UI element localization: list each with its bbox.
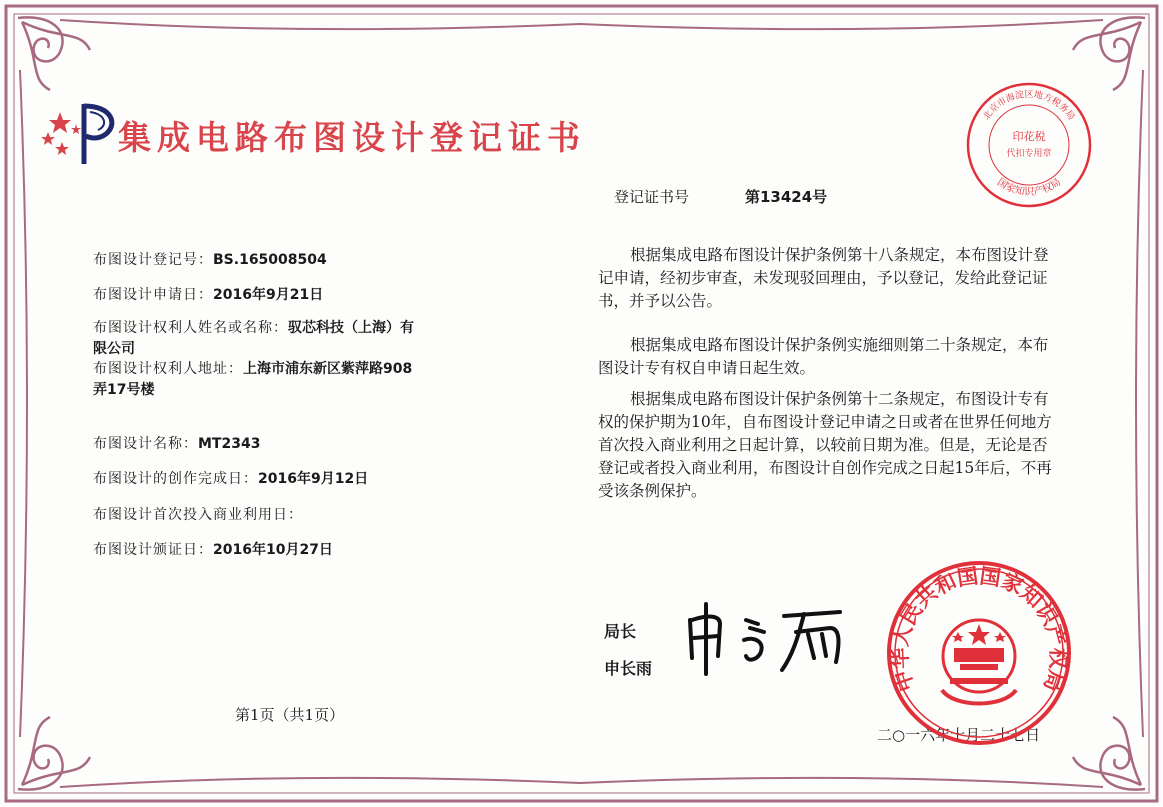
- official-seal-icon: [884, 558, 1074, 748]
- field-application-date: 布图设计申请日：2016年9月21日: [93, 287, 324, 303]
- handwritten-signature: [680, 598, 860, 678]
- field-first-commercial-use-date: 布图设计首次投入商业利用日：: [93, 507, 303, 523]
- cnipa-logo-icon: [40, 98, 120, 168]
- field-issue-date: 布图设计颁证日：2016年10月27日: [93, 542, 333, 558]
- field-design-name: 布图设计名称：MT2343: [93, 436, 261, 452]
- field-creation-date: 布图设计的创作完成日：2016年9月12日: [93, 471, 369, 487]
- certificate-title: 集成电路布图设计登记证书: [118, 118, 586, 157]
- field-rights-holder: 布图设计权利人姓名或名称：驭芯科技（上海）有 限公司: [93, 320, 414, 357]
- director-name: 申长雨: [604, 659, 653, 678]
- seal-inner-text: 代扣专用章: [1006, 149, 1052, 159]
- seal-text: 中华人民共和国国家知识产权局: [887, 563, 1071, 695]
- field-registration-number: 布图设计登记号：BS.165008504: [93, 252, 327, 268]
- certificate-number-label: 登记证书号: [614, 188, 690, 206]
- director-title: 局长: [604, 622, 637, 641]
- issue-date-chinese: 二○一六年十月二十七日: [877, 726, 1041, 744]
- stamp-duty-seal-icon: [964, 80, 1094, 210]
- legal-paragraph-3: 根据集成电路布图设计保护条例第十二条规定，布图设计专有权的保护期为10年，自布图设计登记申请之日或者在世界任何地方首次投入商业利用之日起计算，以较前日期为准。但是，无论是否登记或者投入商业利用，布图设计自创作完成之日起15年后，不再受该条例保护。: [598, 390, 1052, 500]
- certificate-number: 第13424号: [745, 188, 828, 206]
- seal-bottom-text: 国家知识产权局: [994, 176, 1064, 198]
- legal-paragraph-2: 根据集成电路布图设计保护条例实施细则第二十条规定，本布图设计专有权自申请日起生效。: [598, 336, 1049, 377]
- svg-text:国家知识产权局: [995, 176, 1063, 198]
- page-number: 第1页（共1页）: [235, 706, 345, 724]
- field-rights-holder-address: 布图设计权利人地址：上海市浦东新区紫萍路908 弄17号楼: [93, 361, 413, 398]
- seal-outer-text: 北京市海淀区地方税务局: [981, 90, 1077, 123]
- seal-mid-text: 印花税: [1012, 130, 1046, 143]
- legal-paragraph-1: 根据集成电路布图设计保护条例第十八条规定，本布图设计登记申请，经初步审查，未发现驳回理由，予以登记，发给此登记证书，并予以公告。: [598, 246, 1049, 310]
